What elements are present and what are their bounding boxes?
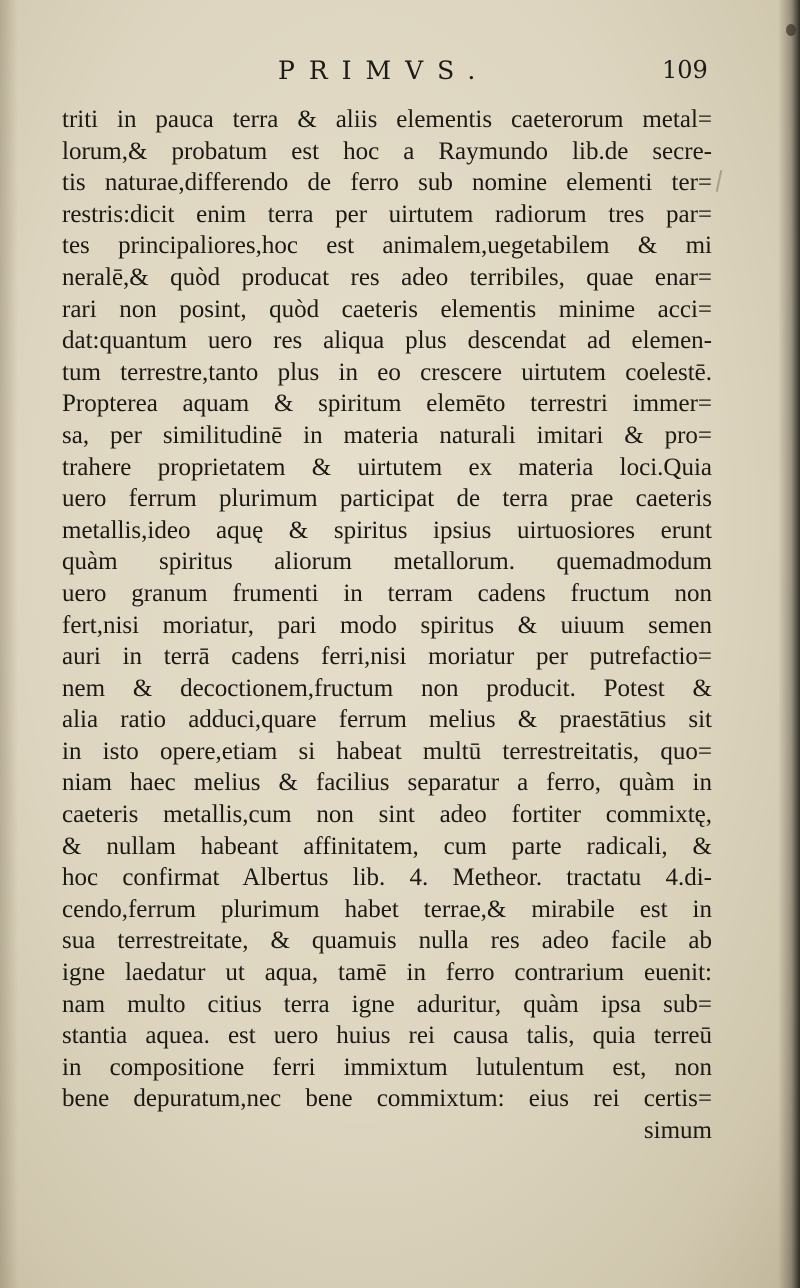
- text-line: rari non posint, quòd caeteris elementis minime acci=: [62, 295, 712, 323]
- text-line: tes principaliores,hoc est animalem,uegetabilem & mi: [62, 232, 712, 260]
- text-line: restris:dicit enim terra per uirtutem radiorum tres par=: [62, 200, 712, 228]
- text-line: stantia aquea. est uero huius rei causa talis, quia terreū: [62, 1022, 712, 1050]
- text-line: caeteris metallis,cum non sint adeo fortiter commixtę,: [62, 801, 712, 829]
- text-line: & nullam habeant affinitatem, cum parte radicali, &: [62, 832, 712, 860]
- text-line: in isto opere,etiam si habeat multū terrestreitatis, quo=: [62, 737, 712, 765]
- text-line: trahere proprietatem & uirtutem ex materia loci.Quia: [62, 453, 712, 481]
- page-number: 109: [662, 56, 708, 84]
- text-line: auri in terrā cadens ferri,nisi moriatur per putrefactio=: [62, 643, 712, 671]
- text-line: neralē,& quòd producat res adeo terribiles, quae enar=: [62, 263, 712, 291]
- page-edge-shadow: [778, 0, 800, 1288]
- text-line: fert,nisi moriatur, pari modo spiritus & uiuum semen: [62, 611, 712, 639]
- text-line: nem & decoctionem,fructum non producit. Potest &: [62, 674, 712, 702]
- running-head: [0, 56, 800, 96]
- text-line: niam haec melius & facilius separatur a ferro, quàm in: [62, 769, 712, 797]
- text-line: Propterea aquam & spiritum elemēto terrestri immer=: [62, 390, 712, 418]
- text-line: hoc confirmat Albertus lib. 4. Metheor. tractatu 4.di-: [62, 864, 712, 892]
- margin-mark: [716, 170, 723, 192]
- body-text: [62, 104, 712, 1147]
- ink-stain: [786, 24, 796, 36]
- text-line: cendo,ferrum plurimum habet terrae,& mirabile est in: [62, 895, 712, 923]
- text-line: tis naturae,differendo de ferro sub nomine elementi ter=: [62, 169, 712, 197]
- text-line: in compositione ferri immixtum lutulentum est, non: [62, 1053, 712, 1081]
- text-line: metallis,ideo aquę & spiritus ipsius uirtuosiores erunt: [62, 516, 712, 544]
- text-line: quàm spiritus aliorum metallorum. quemadmodum: [62, 548, 712, 576]
- text-line: sua terrestreitate, & quamuis nulla res adeo facile ab: [62, 927, 712, 955]
- text-line: tum terrestre,tanto plus in eo crescere uirtutem coelestē.: [62, 358, 712, 386]
- text-line: uero ferrum plurimum participat de terra prae caeteris: [62, 485, 712, 513]
- text-line: igne laedatur ut aqua, tamē in ferro contrarium euenit:: [62, 959, 712, 987]
- text-line: sa, per similitudinē in materia naturali imitari & pro=: [62, 421, 712, 449]
- running-title: PRIMVS.: [278, 56, 490, 85]
- text-line: bene depuratum,nec bene commixtum: eius rei certis=: [62, 1085, 712, 1113]
- text-line: lorum,& probatum est hoc a Raymundo lib.de secre-: [62, 137, 712, 165]
- page-gutter-shadow: [0, 0, 18, 1288]
- text-line: dat:quantum uero res aliqua plus descendat ad elemen-: [62, 327, 712, 355]
- text-line: uero granum frumenti in terram cadens fructum non: [62, 579, 712, 607]
- text-line: alia ratio adduci,quare ferrum melius & praestātius sit: [62, 706, 712, 734]
- catchword: simum: [643, 1117, 712, 1144]
- text-line: triti in pauca terra & aliis elementis caeterorum metal=: [62, 106, 712, 133]
- text-line: nam multo citius terra igne aduritur, quàm ipsa sub=: [62, 990, 712, 1018]
